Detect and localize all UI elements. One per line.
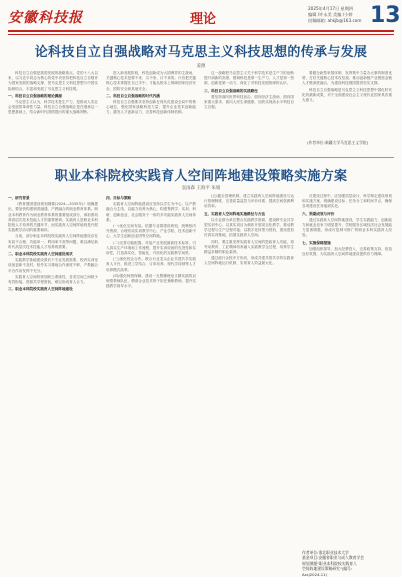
issue-editors: 编辑 /许永美 美编 /小婷 (308, 12, 353, 17)
paragraph: 实践教学基地建设滞后于专业发展需要，校内实训室设备更新不及时，校外实习基地合作深度不够，产教融合平台作用发挥不充分。 (8, 258, 98, 273)
article1-author: 姜源 (196, 64, 206, 69)
paragraph: 科技自立自强战略是马克思主义科技思想中国化时代化的最新成果，对于全面建设社会主义现代化国家具有重大意义。 (302, 87, 392, 103)
footnote-line: 作者单位:淮北职业技术大学 (302, 550, 349, 555)
section-heading: 二、科技自立自强战略的时代内涵 (106, 93, 160, 98)
paragraph: 通过实践育人空间阵地建设，学生实践能力、创新能力和就业竞争力明显提升，学校服务区域经济社会发展能力显著增强，形成可复制可推广的职业本科实践育人经验。 (302, 217, 392, 238)
article1-column-1 (8, 71, 98, 156)
paragraph: 同时，要注重发挥实践育人空间的思政育人功能，将劳动教育、工匠精神培育融入实践教学全过程，培养学生精益求精的职业素养。 (204, 239, 294, 255)
page-number: 13 (370, 3, 401, 28)
article2-column-4 (302, 194, 392, 544)
paragraph: (五)健全管理机制。建立实践育人空间阵地建设与运行管理制度，完善质量监控与评价体系，提高空间资源利用效率。 (204, 194, 294, 209)
masthead (8, 3, 401, 30)
paragraph: (二)完善功能配置。对接产业发展最新技术标准，引入真实生产环境和工作流程，提升实训设备的先进性和实用性，打造真实化、智能化、开放化的实践教学场景。 (106, 240, 196, 256)
article2-footnote (302, 550, 364, 577)
article-divider (8, 157, 394, 158)
paragraph: 马克思主义认为，科学技术是生产力，是推动人类社会发展的革命性力量。科技自立自强战略正是在继承这一思想基础上，结合新时代国情提出的重大战略判断。 (8, 100, 98, 115)
article1-title: 论科技自立自强战略对马克思主义科技思想的传承与发展 (34, 45, 368, 60)
paragraph: 通过政行企校多方协同，形成共建共管共享的实践育人空间阵地运行机制，实现育人效益最大化。 (204, 256, 294, 266)
section-heading: 一、科技自立自强战略的理论渊源 (8, 93, 62, 98)
paragraph: 当前，部分职业本科院校实践育人空间阵地建设存在布局不合理、功能单一、利用率不高等问题，难以满足新时代高层次技术技能人才培养的需要。 (8, 234, 98, 249)
section-title: 理论 (190, 12, 217, 27)
article1-column-4 (302, 71, 392, 137)
footnote-line: 基金项目:安徽省职业与成人教育学会 (302, 555, 365, 561)
section-heading: 七、实施保障措施 (302, 240, 331, 245)
paragraph: 科技自立自强是我国发展的战略基点。党的十八大以来，以习近平同志为核心的党中央坚持把科技自立自强作为国家发展的战略支撑，把马克思主义科技思想与中国实际相结合，丰富和发展了马克思主义科技观。 (8, 71, 98, 91)
article2-column-3 (204, 194, 294, 570)
section-heading: 三、科技自立自强战略的实践路径 (204, 88, 258, 93)
article2-title: 职业本科院校实践育人空间阵地建设策略实施方案 (54, 169, 348, 184)
article2-column-1 (8, 194, 98, 570)
paragraph: 科技自立自强要求坚持创新在现代化建设全局中的核心地位，强化国家战略科技力量，提升企业技术创新能力，激发人才创新活力，完善科技创新体制机制。 (106, 100, 196, 115)
section-heading: 二、职业本科院校实践育人空间建设现状 (8, 252, 73, 257)
paragraph: 这一战略把马克思主义关于科学技术是生产力的论断提升到新的高度，强调科技是第一生产力、人才是第一资源、创新是第一动力，深化了对科技发展规律的认识。 (204, 71, 294, 86)
section-heading: 四、目标与策略 (106, 196, 132, 200)
header-rule (8, 30, 394, 32)
footnote-line: 规划课题"职业本科院校实践育人 (302, 560, 357, 566)
paragraph: 在建设过程中，应加强顶层设计，科学制定建设规划和实施方案，明确建设目标、任务分工和时间节点，确保各项建设任务落到实处。 (302, 194, 392, 209)
article1-column-2 (106, 71, 196, 156)
paragraph: 要坚持面向世界科技前沿、面向经济主战场、面向国家重大需求、面向人民生命健康，加快实现高水平科技自立自强。 (204, 94, 294, 110)
section-heading: 六、预期成效与评价 (302, 211, 335, 216)
paragraph: (一)优化空间布局。依据专业群建设规划，统筹校内外资源，合理布局实训教学中心、产业学院、技术创新中心、大学生创新创业园等空间阵地。 (106, 224, 196, 239)
issue-date: 2025年4月17日 星期四 (308, 6, 354, 11)
paragraph: 实践育人空间的规划缺乏系统性，各类空间之间缺少有效衔接，资源共享程度低，难以形成育人合力。 (8, 274, 98, 285)
paragraph: 《教育强国建设规划纲要(2024—2035年)》明确提出，要加快构建职普融通、产教融合的职业教育体系。职业本科教育作为职业教育体系的重要组成部分，承担着培养高层次技术技能人才的重要使命。实践育人是职业本科院校人才培养的关键环节，而实践育人空间阵地则是开展实践教学活动的重要载体。 (8, 202, 98, 233)
paragraph: 以专业群为单位整合实践教学资源，建设跨专业共享型实训中心；以真实项目为载体开展项目化教学，推动教学过程与生产过程对接；以数字化转型为契机，建设虚拟仿真实训基地，拓展实践育人空间。 (204, 217, 294, 238)
paragraph: 进入新发展阶段，科技创新成为大国博弈的主战场，关键核心技术是要不来、买不来、讨不来的。只有把关键核心技术掌握在自己手中，才能从根本上保障国家经济安全、国防安全和其他安全。 (106, 71, 196, 91)
section-heading: 三、职业本科院校实践育人空间阵地建设 (8, 287, 73, 292)
section-heading: 一、研究背景 (8, 196, 30, 200)
paragraph: (四)强化师资保障。建设一支既懂理论又精实践的双师型教师队伍，聘请企业技术骨干担任兼职教师，提升实践教学指导水平。 (106, 273, 196, 289)
paragraph: (三)深化校企合作。联合行业龙头企业共建共享实践育人平台，推进工学结合、订单培养、现代学徒制等人才培养模式改革。 (106, 257, 196, 272)
paragraph: 要健全新型举国体制，发挥集中力量办大事的制度优势，打好关键核心技术攻坚战，推动创新链产业链资金链人才链深度融合，为建设科技强国提供坚实支撑。 (302, 71, 392, 86)
article2-column-2 (106, 194, 196, 570)
issue-email: 投稿邮箱: ahkjb@163.com (308, 18, 362, 23)
header-rule-thin (8, 34, 394, 35)
article2-authors: 袁雨森 王海平 朱娟 (181, 186, 221, 191)
article1-column-3 (204, 71, 294, 156)
newspaper-brand: 安徽科技报 (8, 10, 83, 26)
paragraph: 加强组织领导，加大经费投入，完善政策支持，营造良好氛围，为实践育人空间阵地建设提供有力保障。 (302, 246, 392, 257)
footnote-line: Azcj2024-11) (302, 571, 328, 577)
issue-meta (308, 6, 361, 24)
footnote-line: 空间阵地建设策略研究"(编号: (302, 566, 353, 572)
paragraph: 实践育人空间阵地建设应坚持以学生为中心，以产教融合为主线，以能力培养为核心，构建集教学、实训、科研、创新创业、社会服务于一体的多功能实践育人空间体系。 (106, 202, 196, 222)
article1-affiliation: (作者单位:新疆大学马克思主义学院) (307, 140, 369, 145)
section-heading: 五、实践育人空间阵地实施路径与方法 (204, 211, 266, 216)
